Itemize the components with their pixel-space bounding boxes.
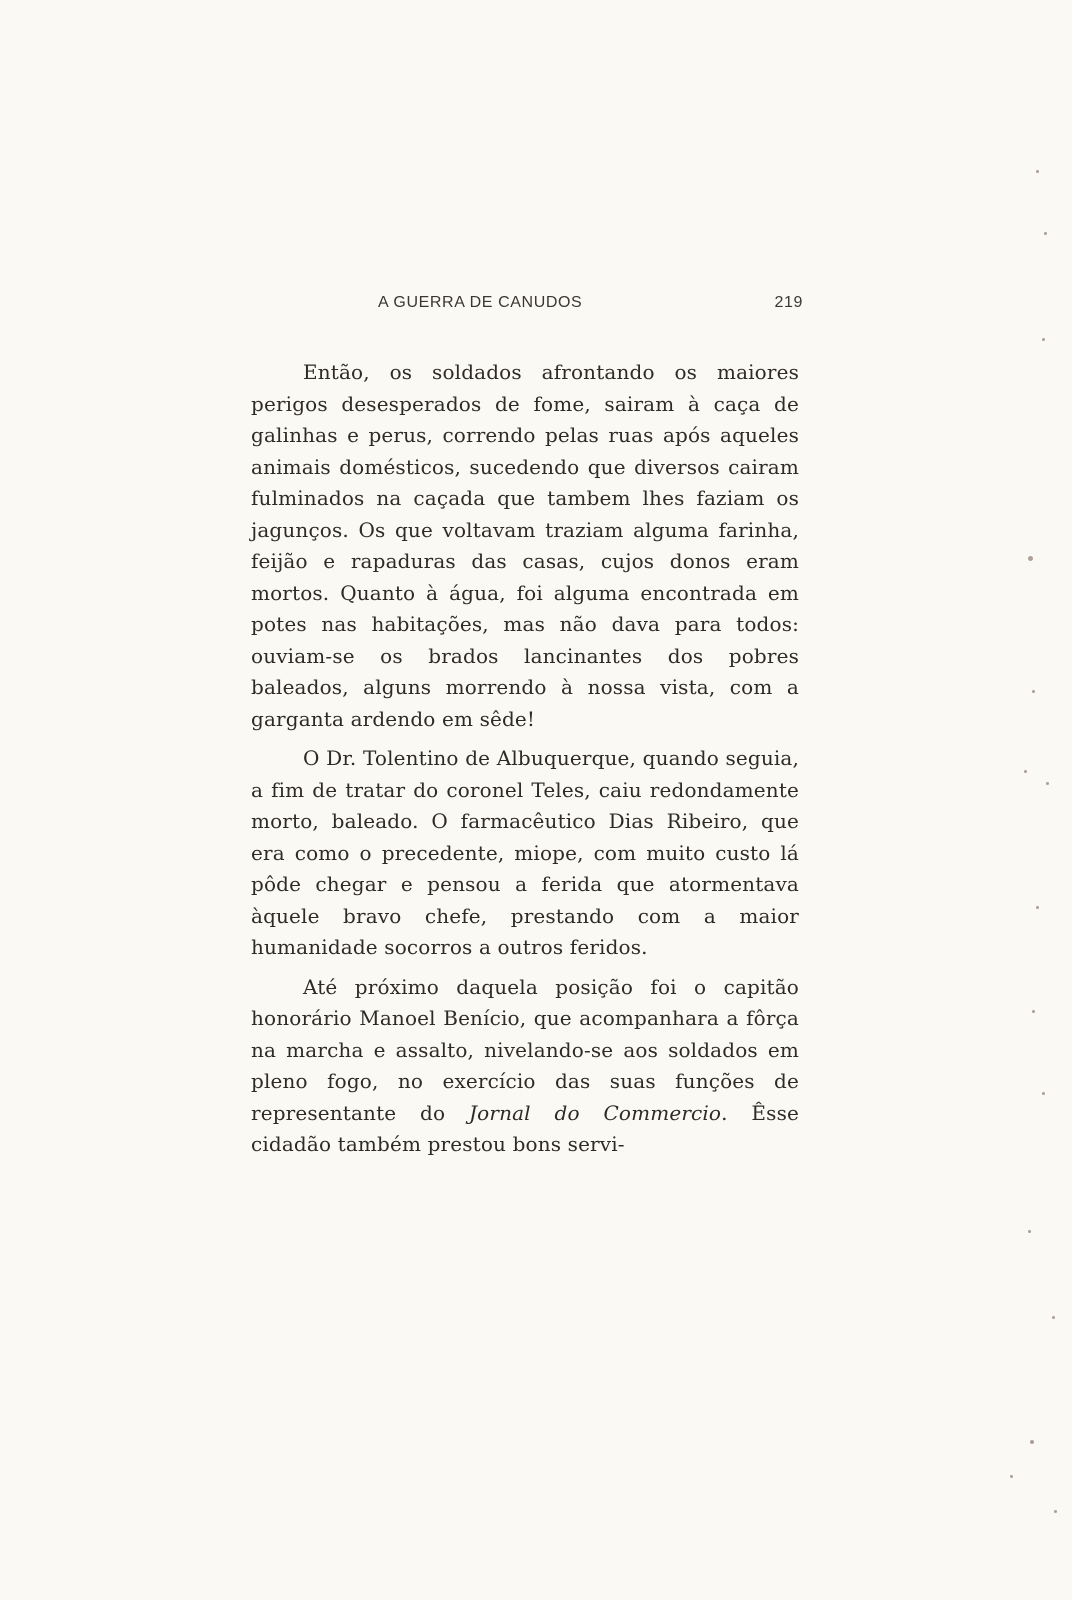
paper-foxing-specks — [932, 0, 1072, 1600]
speck — [1024, 770, 1027, 773]
speck — [1036, 170, 1039, 173]
paragraph-2-text: O Dr. Tolentino de Albuquerque, quando seguia, a fim de tratar do coronel Teles, caiu redondamente morto, baleado. O farmacêutico Dias Ribeiro, que era como o precedente, miope, com muito custo lá pôde chegar e pensou a ferida que atormentava àquele bravo chefe, prestando com a maior humanidade socorros a outros feridos. — [251, 746, 799, 959]
speck — [1042, 1092, 1045, 1095]
speck — [1044, 232, 1047, 235]
speck — [1032, 1010, 1035, 1013]
speck — [1028, 556, 1033, 561]
speck — [1046, 782, 1049, 785]
speck — [1052, 1316, 1055, 1319]
running-head — [378, 294, 803, 318]
running-head-title: A GUERRA DE CANUDOS — [378, 294, 583, 311]
paragraph-1 — [251, 357, 799, 735]
paragraph-3 — [251, 972, 799, 1161]
paragraph-3-text-start: Até próximo daquela posição foi o capitão honorário Manoel Benício, que acompanhara a fôrça na marcha e assalto, nivelando-se aos soldados em pleno fogo, no exercício das suas funções de representante do — [251, 974, 799, 1125]
page-number: 219 — [774, 294, 803, 311]
speck — [1032, 690, 1035, 693]
speck — [1028, 1230, 1031, 1233]
speck — [1036, 906, 1039, 909]
speck — [1030, 1440, 1034, 1444]
body-text — [251, 357, 799, 1161]
newspaper-title: Jornal do Commercio — [469, 1100, 722, 1125]
paragraph-2 — [251, 743, 799, 964]
paragraph-3-text-end: . Êsse cidadão também prestou bons servi- — [251, 1100, 799, 1156]
paragraph-1-text: Então, os soldados afrontando os maiores perigos desesperados de fome, sairam à caça de galinhas e perus, correndo pelas ruas após aqueles animais domésticos, sucedendo que diversos cairam fulminados na caçada que tambem lhes faziam os jagunços. Os que voltavam traziam alguma farinha, feijão e rapaduras das casas, cujos donos eram mortos. Quanto à água, foi alguma encontrada em potes nas habitações, mas não dava para todos: ouviam-se os brados lancinantes dos pobres baleados, alguns morrendo à nossa vista, com a garganta ardendo em sêde! — [251, 360, 799, 731]
speck — [1054, 1510, 1057, 1513]
speck — [1010, 1475, 1013, 1478]
speck — [1042, 338, 1045, 341]
